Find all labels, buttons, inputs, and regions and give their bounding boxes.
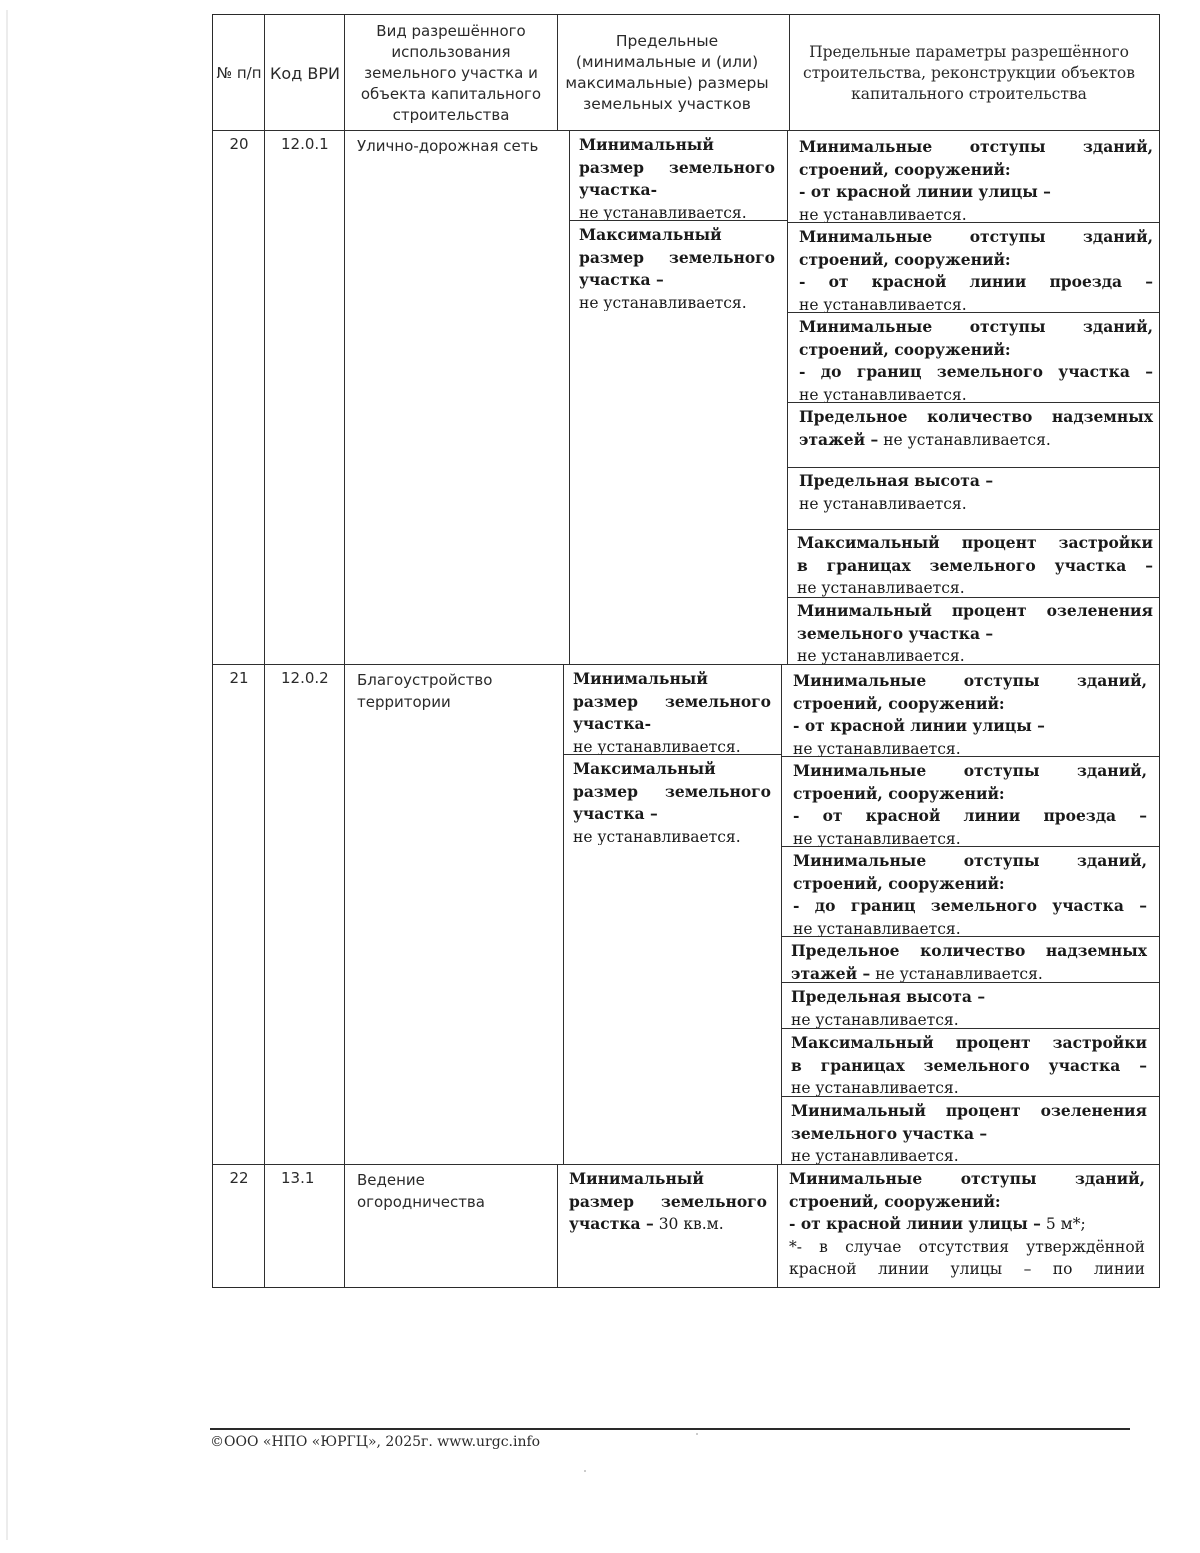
- size-label: Максимальный: [573, 759, 716, 778]
- param-label: строений, сооружений:: [793, 873, 1005, 893]
- header-num-text: № п/п: [216, 63, 262, 82]
- grid-line: [781, 1028, 1159, 1029]
- header-params-text: Предельные параметры разрешённого строительства, реконструкции объектов капитального строительства: [803, 42, 1135, 103]
- param-label: Максимальный процент застройки: [797, 533, 1153, 552]
- grid-line: [781, 936, 1159, 937]
- row-code: 12.0.2: [281, 669, 329, 687]
- param-label: Минимальные отступы зданий,: [799, 137, 1153, 156]
- row21-vri: [345, 665, 545, 713]
- param-value: не устанавливается.: [799, 295, 967, 313]
- param-label: строений, сооружений:: [799, 249, 1011, 269]
- row22-vri: [345, 1165, 545, 1213]
- size-label: участка –: [579, 270, 664, 289]
- grid-line: [344, 15, 345, 1287]
- row20-param-7: [789, 597, 1161, 665]
- param-label: - до границ земельного участка –: [793, 896, 1147, 915]
- row21-num: [213, 665, 265, 687]
- grid-line: [781, 846, 1159, 847]
- size-label: Максимальный: [579, 225, 722, 244]
- param-label: Минимальный процент озеленения: [791, 1101, 1147, 1120]
- row-vri: Благоустройство территории: [357, 671, 493, 711]
- row-vri: Ведение огородничества: [357, 1171, 485, 1211]
- size-label: Минимальный: [579, 135, 714, 154]
- param-label: Предельное количество надземных: [791, 941, 1147, 960]
- size-label: размер земельного: [573, 781, 771, 801]
- size-label: участка –: [569, 1214, 654, 1233]
- size-label: участка-: [579, 180, 658, 199]
- grid-line: [787, 402, 1159, 403]
- param-value: 5 м*;: [1045, 1215, 1086, 1233]
- regulations-table: [212, 14, 1160, 1288]
- grid-line: [264, 15, 265, 1287]
- grid-line: [787, 312, 1159, 313]
- param-label: - от красной линии улицы –: [799, 182, 1051, 201]
- row-vri: Улично-дорожная сеть: [357, 137, 539, 155]
- row21-param-5: [783, 983, 1155, 1029]
- row-code: 12.0.1: [281, 135, 329, 153]
- param-value: не устанавливается.: [793, 829, 961, 847]
- param-label: земельного участка –: [797, 623, 994, 643]
- row-num: 22: [229, 1169, 249, 1187]
- grid-line: [787, 597, 1159, 598]
- grid-line: [787, 467, 1159, 468]
- header-num: [213, 15, 265, 131]
- row22-size-min: [561, 1165, 775, 1255]
- size-label: размер земельного: [573, 691, 771, 711]
- param-value: не устанавливается.: [791, 1010, 959, 1029]
- size-label: участка –: [573, 804, 658, 823]
- param-label: Минимальные отступы зданий,: [799, 317, 1153, 336]
- row21-size-min: [565, 665, 779, 755]
- grid-line: [777, 1165, 778, 1287]
- row22-num: [213, 1165, 265, 1187]
- size-label: размер земельного: [579, 157, 775, 177]
- row20-code: [265, 131, 345, 153]
- param-value: не устанавливается.: [793, 919, 961, 937]
- row22-code: [265, 1165, 345, 1187]
- scan-edge: [6, 10, 8, 1540]
- grid-line: [781, 1096, 1159, 1097]
- param-value: не устанавливается.: [883, 430, 1051, 449]
- param-label: - от красной линии улицы –: [789, 1214, 1041, 1233]
- param-label: этажей –: [791, 963, 871, 983]
- scan-speck: [696, 1433, 698, 1435]
- param-label: в границах земельного участка –: [797, 555, 1153, 575]
- size-label: Минимальный: [573, 669, 708, 688]
- param-label: Предельная высота –: [791, 987, 986, 1006]
- grid-line: [781, 665, 782, 1165]
- header-sizes-text: Предельные (минимальные и (или) максимальные) размеры земельных участков: [565, 32, 769, 113]
- size-value: 30 кв.м.: [658, 1215, 724, 1233]
- row-num: 20: [229, 135, 249, 153]
- header-params: [777, 15, 1161, 131]
- scan-speck: [584, 1470, 586, 1472]
- param-label: Предельная высота –: [799, 471, 994, 490]
- size-label: участка-: [573, 714, 652, 733]
- row21-param-4: [783, 937, 1155, 983]
- param-label: Максимальный процент застройки: [791, 1033, 1147, 1052]
- param-label: - от красной линии проезда –: [799, 272, 1153, 291]
- param-value: не устанавливается.: [799, 494, 967, 513]
- param-value: не устанавливается.: [875, 964, 1043, 983]
- header-sizes: [557, 15, 777, 131]
- param-value: не устанавливается.: [797, 579, 965, 597]
- grid-line: [213, 1164, 1159, 1165]
- row21-code: [265, 665, 345, 687]
- row20-size-max: [571, 221, 783, 311]
- param-value: не устанавливается.: [793, 739, 961, 757]
- param-value: не устанавливается.: [791, 1079, 959, 1097]
- grid-line: [569, 220, 787, 221]
- param-label: земельного участка –: [791, 1123, 988, 1143]
- header-code: [265, 15, 345, 131]
- param-value: не устанавливается.: [799, 205, 967, 223]
- grid-line: [213, 130, 1159, 131]
- grid-line: [787, 222, 1159, 223]
- size-value: не устанавливается.: [579, 203, 747, 221]
- row20-num: [213, 131, 265, 153]
- param-note: красной линии улицы – по линии: [789, 1260, 1145, 1278]
- param-label: строений, сооружений:: [799, 159, 1011, 179]
- grid-line: [787, 131, 788, 665]
- param-label: Минимальные отступы зданий,: [793, 671, 1147, 690]
- row21-param-3: [785, 847, 1155, 937]
- header-vri: [345, 15, 557, 131]
- param-label: Предельное количество надземных: [799, 407, 1153, 426]
- row-num: 21: [229, 669, 249, 687]
- param-label: - от красной линии улицы –: [793, 716, 1045, 735]
- param-label: этажей –: [799, 429, 879, 449]
- size-label: Минимальный: [569, 1169, 704, 1188]
- grid-line: [781, 982, 1159, 983]
- row20-param-1: [791, 133, 1161, 223]
- row21-param-1: [785, 667, 1155, 757]
- param-label: строений, сооружений:: [789, 1191, 1001, 1211]
- row20-param-5: [791, 467, 1161, 529]
- grid-line: [787, 529, 1159, 530]
- row20-size-min: [571, 131, 783, 221]
- size-label: размер земельного: [579, 247, 775, 267]
- grid-line: [557, 1165, 558, 1287]
- grid-line: [557, 15, 558, 131]
- row20-param-2: [791, 223, 1161, 313]
- footer-rule: [210, 1428, 1130, 1430]
- grid-line: [563, 665, 564, 1165]
- row-code: 13.1: [281, 1169, 315, 1187]
- param-label: Минимальные отступы зданий,: [793, 761, 1147, 780]
- param-label: Минимальный процент озеленения: [797, 601, 1153, 620]
- param-label: - до границ земельного участка –: [799, 362, 1153, 381]
- param-value: не устанавливается.: [791, 1147, 959, 1165]
- row20-vri: [345, 131, 557, 157]
- size-value: не устанавливается.: [573, 827, 741, 845]
- size-value: не устанавливается.: [573, 737, 741, 755]
- param-label: строений, сооружений:: [799, 339, 1011, 359]
- row20-param-3: [791, 313, 1161, 403]
- row21-param-2: [785, 757, 1155, 847]
- grid-line: [789, 15, 790, 131]
- param-label: строений, сооружений:: [793, 693, 1005, 713]
- row22-param-1: [781, 1165, 1153, 1287]
- row20-param-4: [791, 403, 1161, 467]
- grid-line: [781, 756, 1159, 757]
- param-note: *- в случае отсутствия утверждённой: [789, 1237, 1145, 1256]
- param-label: Минимальные отступы зданий,: [799, 227, 1153, 246]
- row21-param-6: [783, 1029, 1155, 1097]
- param-label: - от красной линии проезда –: [793, 806, 1147, 825]
- size-label: размер земельного: [569, 1191, 767, 1211]
- param-value: не устанавливается.: [799, 385, 967, 403]
- row20-param-6: [789, 529, 1161, 597]
- param-label: в границах земельного участка –: [791, 1055, 1147, 1075]
- grid-line: [213, 664, 1159, 665]
- footer-copyright: ©ООО «НПО «ЮРГЦ», 2025г. www.urgc.info: [210, 1434, 541, 1450]
- param-label: строений, сооружений:: [793, 783, 1005, 803]
- header-code-text: Код ВРИ: [270, 63, 340, 83]
- param-label: Минимальные отступы зданий,: [793, 851, 1147, 870]
- row21-param-7: [783, 1097, 1155, 1165]
- grid-line: [569, 131, 570, 665]
- row21-size-max: [565, 755, 779, 845]
- header-vri-text: Вид разрешённого использования земельного участка и объекта капитального строительства: [360, 21, 542, 124]
- param-label: Минимальные отступы зданий,: [789, 1169, 1145, 1188]
- param-value: не устанавливается.: [797, 647, 965, 665]
- grid-line: [563, 754, 781, 755]
- size-value: не устанавливается.: [579, 293, 747, 311]
